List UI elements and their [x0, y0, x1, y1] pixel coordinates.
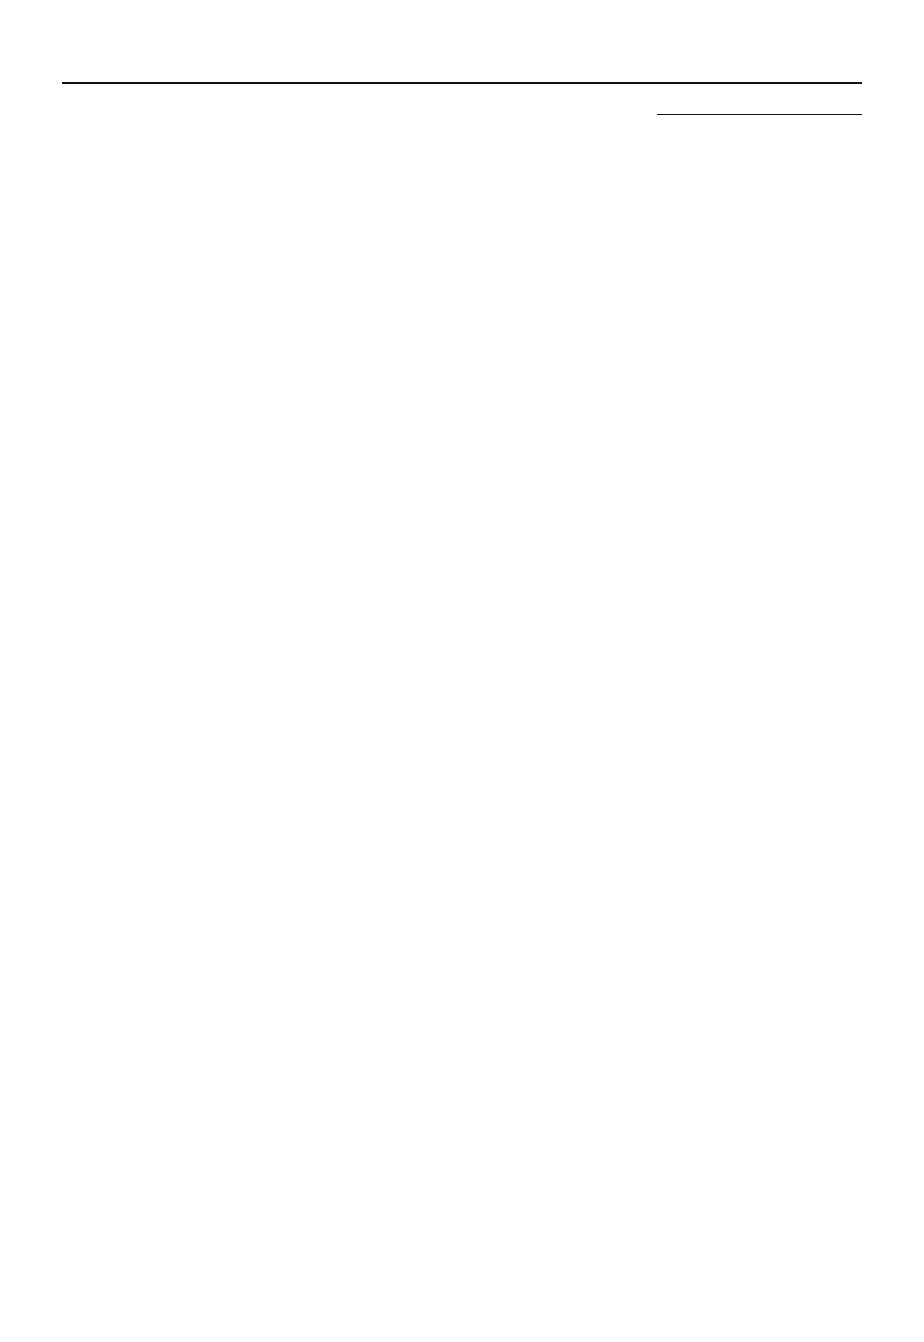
document-page: [62, 40, 862, 129]
footnote-divider: [657, 114, 862, 115]
page-header: [62, 40, 862, 84]
